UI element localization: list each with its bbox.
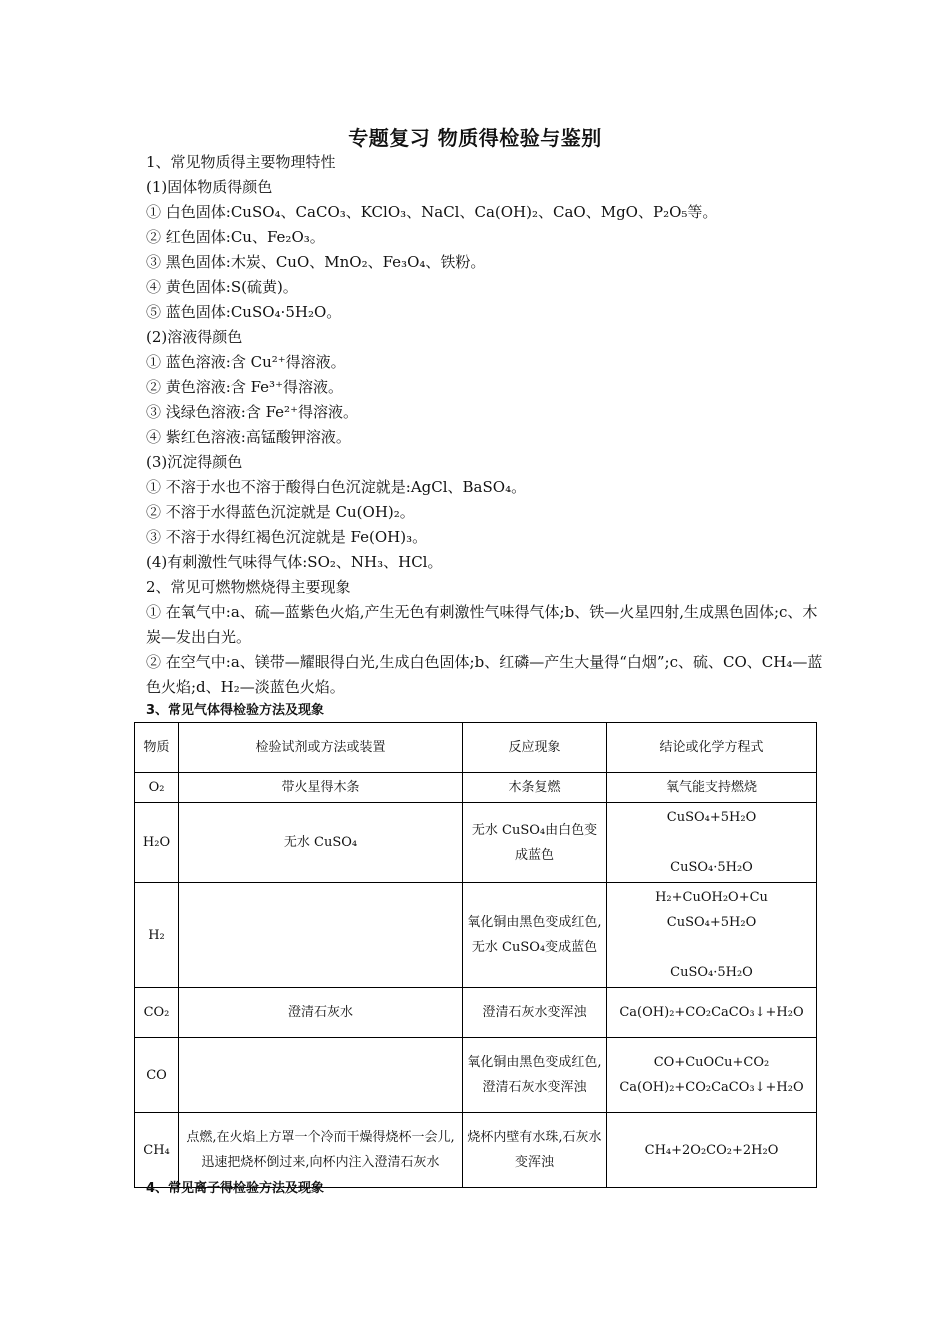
cell-method: 澄清石灰水	[179, 988, 463, 1038]
cell-phenomenon: 烧杯内壁有水珠,石灰水变浑浊	[463, 1113, 607, 1188]
cell-conclusion: Ca(OH)₂+CO₂CaCO₃↓+H₂O	[607, 988, 817, 1038]
table-row	[135, 803, 817, 883]
list-item: ③ 黑色固体:木炭、CuO、MnO₂、Fe₃O₄、铁粉。	[146, 253, 486, 271]
cell-method	[179, 883, 463, 988]
body-text	[146, 150, 826, 722]
equation-line: CuSO₄+5H₂O	[666, 915, 757, 930]
subheading-solid-color: (1)固体物质得颜色	[146, 178, 273, 196]
table-header-row	[135, 723, 817, 773]
cell-method: 无水 CuSO₄	[179, 803, 463, 883]
section-1-heading: 1、常见物质得主要物理特性	[146, 153, 336, 171]
list-item: ② 不溶于水得蓝色沉淀就是 Cu(OH)₂。	[146, 503, 415, 521]
cell-substance: CO₂	[135, 988, 179, 1038]
cell-substance: CH₄	[135, 1113, 179, 1188]
cell-method: 带火星得木条	[179, 773, 463, 803]
cell-conclusion: 氧气能支持燃烧	[607, 773, 817, 803]
list-item: ② 黄色溶液:含 Fe³⁺得溶液。	[146, 378, 343, 396]
list-item: ① 白色固体:CuSO₄、CaCO₃、KClO₃、NaCl、Ca(OH)₂、CaO、MgO、P₂O₅等。	[146, 203, 718, 221]
subheading-solution-color: (2)溶液得颜色	[146, 328, 243, 346]
table-row	[135, 988, 817, 1038]
equation-line: CuSO₄+5H₂O	[666, 810, 757, 825]
cell-conclusion: CH₄+2O₂CO₂+2H₂O	[607, 1113, 817, 1188]
header-conclusion: 结论或化学方程式	[607, 723, 817, 773]
list-item: ③ 浅绿色溶液:含 Fe²⁺得溶液。	[146, 403, 358, 421]
cell-phenomenon: 氧化铜由黑色变成红色,澄清石灰水变浑浊	[463, 1038, 607, 1113]
list-item: ⑤ 蓝色固体:CuSO₄·5H₂O。	[146, 303, 342, 321]
table-row	[135, 773, 817, 803]
paragraph-oxygen-combustion: ① 在氧气中:a、硫—蓝紫色火焰,产生无色有刺激性气味得气体;b、铁—火星四射,生成黑色固体;c、木炭—发出白光。	[146, 603, 818, 646]
table-row	[135, 883, 817, 988]
list-item: ④ 紫红色溶液:高锰酸钾溶液。	[146, 428, 351, 446]
cell-substance: H₂O	[135, 803, 179, 883]
equation-line: Ca(OH)₂+CO₂CaCO₃↓+H₂O	[619, 1080, 804, 1095]
cell-substance: H₂	[135, 883, 179, 988]
section-4-heading: 4、常见离子得检验方法及现象	[146, 1181, 325, 1196]
gas-test-table	[134, 722, 817, 1188]
list-item: ② 红色固体:Cu、Fe₂O₃。	[146, 228, 325, 246]
equation-spacer	[611, 830, 812, 855]
list-item: ① 不溶于水也不溶于酸得白色沉淀就是:AgCl、BaSO₄。	[146, 478, 527, 496]
list-item: ③ 不溶于水得红褐色沉淀就是 Fe(OH)₃。	[146, 528, 428, 546]
cell-conclusion	[607, 883, 817, 988]
cell-phenomenon: 澄清石灰水变浑浊	[463, 988, 607, 1038]
equation-spacer	[611, 935, 812, 960]
cell-conclusion	[607, 1038, 817, 1113]
cell-substance: O₂	[135, 773, 179, 803]
header-phenomenon: 反应现象	[463, 723, 607, 773]
header-substance-label: 物质	[143, 740, 170, 755]
page-title: 专题复习 物质得检验与鉴别	[348, 126, 602, 150]
subheading-precipitate-color: (3)沉淀得颜色	[146, 453, 243, 471]
equation-line: CuSO₄·5H₂O	[670, 860, 753, 875]
cell-phenomenon: 氧化铜由黑色变成红色,无水 CuSO₄变成蓝色	[463, 883, 607, 988]
list-item: ④ 黄色固体:S(硫黄)。	[146, 278, 298, 296]
cell-phenomenon: 木条复燃	[463, 773, 607, 803]
paragraph-air-combustion: ② 在空气中:a、镁带—耀眼得白光,生成白色固体;b、红磷—产生大量得“白烟”;c、硫、CO、CH₄—蓝色火焰;d、H₂—淡蓝色火焰。	[146, 653, 823, 696]
list-item: ① 蓝色溶液:含 Cu²⁺得溶液。	[146, 353, 346, 371]
cell-method	[179, 1038, 463, 1113]
cell-phenomenon: 无水 CuSO₄由白色变成蓝色	[463, 803, 607, 883]
header-method: 检验试剂或方法或装置	[179, 723, 463, 773]
table-row	[135, 1113, 817, 1188]
cell-conclusion	[607, 803, 817, 883]
cell-method: 点燃,在火焰上方罩一个冷而干燥得烧杯一会儿,迅速把烧杯倒过来,向杯内注入澄清石灰水	[179, 1113, 463, 1188]
equation-line: H₂+CuOH₂O+Cu	[655, 890, 768, 905]
subheading-irritant-gases: (4)有刺激性气味得气体:SO₂、NH₃、HCl。	[146, 553, 443, 571]
equation-line: CO+CuOCu+CO₂	[653, 1055, 770, 1070]
section-2-heading: 2、常见可燃物燃烧得主要现象	[146, 578, 351, 596]
section-3-heading: 3、常见气体得检验方法及现象	[146, 703, 325, 718]
cell-substance: CO	[135, 1038, 179, 1113]
equation-line: CuSO₄·5H₂O	[670, 965, 753, 980]
header-substance	[135, 723, 179, 773]
table-row	[135, 1038, 817, 1113]
